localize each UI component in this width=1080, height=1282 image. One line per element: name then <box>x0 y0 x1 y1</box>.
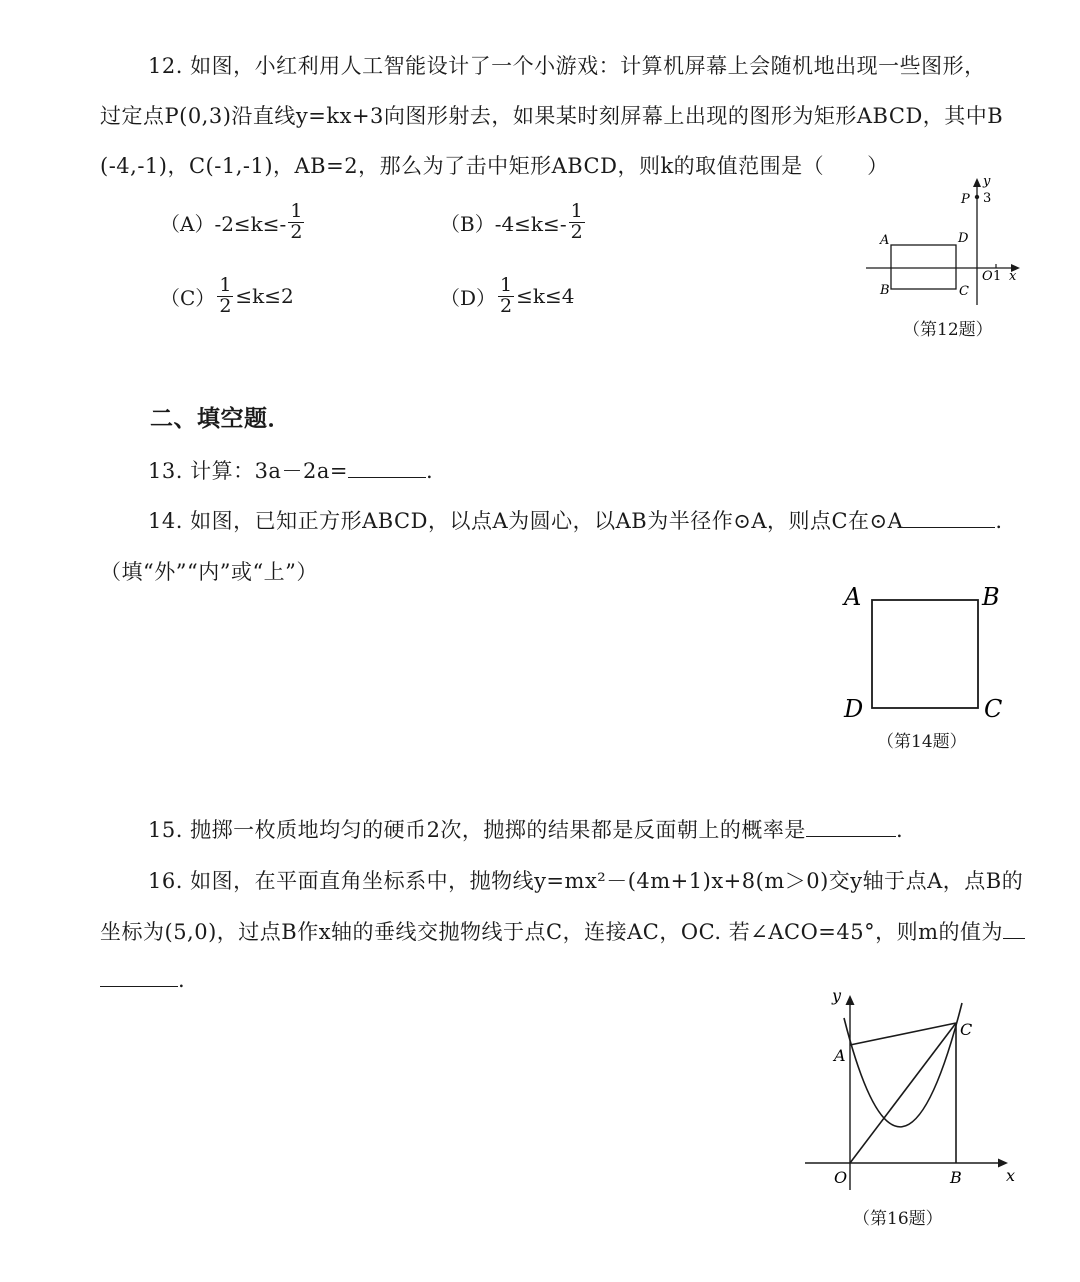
q13-text: 13. 计算：3a－2a= <box>148 459 348 483</box>
q12-caption: （第12题） <box>903 320 993 340</box>
answer-blank <box>903 509 995 528</box>
label-a: A <box>834 1046 846 1065</box>
segment-oc <box>850 1023 956 1163</box>
choice-b-fraction <box>569 202 585 243</box>
answer-blank <box>806 818 896 837</box>
label-c: C <box>959 284 969 299</box>
fraction-numerator: 1 <box>500 274 513 296</box>
label-3: 3 <box>983 191 992 206</box>
x-axis-label: x <box>1009 269 1017 284</box>
label-b: B <box>880 283 890 298</box>
q12-line2: 过定点P(0,3)沿直线y=kx+3向图形射去，如果某时刻屏幕上出现的图形为矩形ABCD，其中B <box>100 104 1004 128</box>
q14-line1 <box>148 505 1003 535</box>
label-b: B <box>950 1168 962 1187</box>
fraction-denominator: 2 <box>290 220 303 243</box>
fraction-numerator: 1 <box>290 200 303 222</box>
q16-text: 坐标为(5,0)，过点B作x轴的垂线交抛物线于点C，连接AC，OC. 若∠ACO=45°，则m的值为 <box>100 920 1004 944</box>
choice-a-fraction <box>288 202 304 243</box>
q15-end: . <box>895 818 904 842</box>
choice-b-text: （B）-4≤k≤- <box>440 211 567 236</box>
label-a: A <box>844 583 862 611</box>
q14-caption: （第14题） <box>877 732 967 752</box>
choice-a-text: （A）-2≤k≤- <box>160 211 287 236</box>
label-p: P <box>961 192 970 207</box>
q14-text: 14. 如图，已知正方形ABCD，以点A为圆心，以AB为半径作⊙A，则点C在⊙A <box>148 509 904 533</box>
square-abcd <box>872 600 978 708</box>
answer-blank <box>348 459 426 478</box>
q13-line <box>148 455 433 485</box>
q12-line3: (-4,-1)，C(-1,-1)，AB=2，那么为了击中矩形ABCD，则k的取值范围是（ ） <box>100 154 889 178</box>
x-axis-label: x <box>1006 1166 1016 1185</box>
label-o: O <box>834 1168 848 1187</box>
y-axis-arrow <box>846 995 855 1005</box>
q16-caption: （第16题） <box>853 1209 943 1229</box>
q16-line1: 16. 如图，在平面直角坐标系中，抛物线y=mx²－(4m+1)x+8(m＞0)交y轴于点A，点B的 <box>148 869 1024 893</box>
segment-ac <box>850 1023 956 1045</box>
choice-d-text: （D） <box>440 285 497 310</box>
choice-d-fraction <box>498 276 514 317</box>
q16-figure <box>800 985 1030 1205</box>
fraction-numerator: 1 <box>219 274 232 296</box>
label-c: C <box>960 1020 973 1039</box>
q14-end: . <box>995 509 1003 533</box>
fraction-denominator: 2 <box>570 220 583 243</box>
q16-line3 <box>100 968 185 992</box>
section-heading: 二、填空题． <box>150 405 291 432</box>
q16-line2 <box>100 916 1025 946</box>
y-axis-arrow <box>973 178 981 187</box>
choice-c-text: （C） <box>160 285 216 310</box>
label-o: O <box>982 269 993 284</box>
choice-c-fraction <box>217 276 233 317</box>
point-p <box>975 195 979 199</box>
q12-figure <box>860 170 1030 310</box>
answer-blank-continued <box>100 968 178 987</box>
q12-choice-a <box>160 202 306 243</box>
q14-line2: （填“外”“内”或“上”） <box>100 560 318 584</box>
q14-figure <box>830 575 1010 725</box>
q13-end: . <box>425 459 434 483</box>
fraction-numerator: 1 <box>570 200 583 222</box>
answer-blank <box>1003 920 1025 939</box>
q15-text: 15. 抛掷一枚质地均匀的硬币2次，抛掷的结果都是反面朝上的概率是 <box>148 818 806 842</box>
parabola <box>844 1003 962 1127</box>
q12-line1: 12. 如图，小红利用人工智能设计了一个小游戏：计算机屏幕上会随机地出现一些图形， <box>148 54 986 78</box>
y-axis-label: y <box>832 986 842 1005</box>
fraction-denominator: 2 <box>500 294 513 317</box>
label-1: 1 <box>993 269 1002 284</box>
q15-line <box>148 814 903 844</box>
q16-end: . <box>178 968 186 992</box>
label-d: D <box>844 695 864 723</box>
fraction-denominator: 2 <box>219 294 232 317</box>
choice-d-suffix: ≤k≤4 <box>516 284 575 309</box>
label-b: B <box>982 583 1000 611</box>
q12-choice-b <box>440 202 587 243</box>
label-a: A <box>880 233 890 248</box>
y-axis-label: y <box>983 174 991 189</box>
q12-choice-d <box>440 276 575 317</box>
label-d: D <box>958 231 969 246</box>
q12-choice-c <box>160 276 294 317</box>
choice-c-suffix: ≤k≤2 <box>235 284 294 309</box>
rectangle-abcd <box>891 245 956 289</box>
label-c: C <box>984 695 1003 723</box>
